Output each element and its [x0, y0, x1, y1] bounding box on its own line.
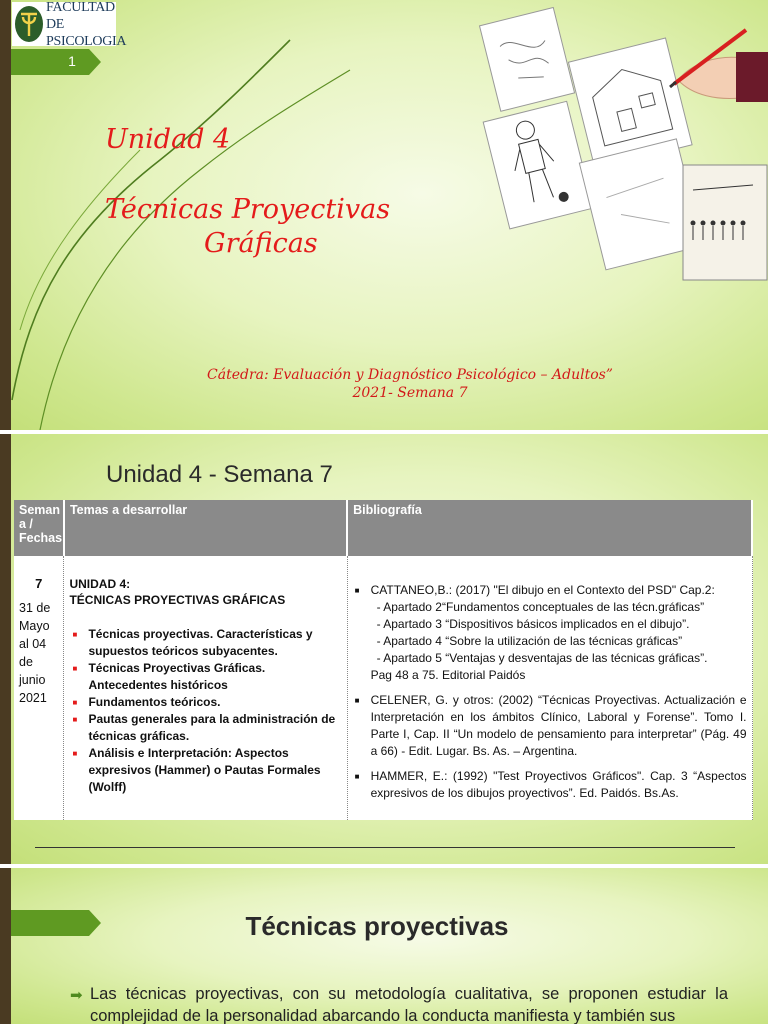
course-info	[150, 366, 670, 402]
page-number: 1	[68, 53, 76, 69]
topic-item: ■ Fundamentos teóricos.	[69, 694, 341, 711]
schedule-table	[14, 500, 753, 820]
faculty-name-line1: FACULTAD DE	[46, 0, 115, 32]
faculty-seal-icon	[14, 5, 44, 43]
topic-item: ■ Técnicas Proyectivas Gráficas. Antecedentes históricos	[69, 660, 341, 694]
slide-projective-techniques	[0, 868, 768, 1024]
unit-heading-line1: UNIDAD 4:	[69, 577, 131, 591]
topics-cell	[64, 556, 347, 820]
intro-paragraph	[70, 983, 728, 1024]
slide-heading: Técnicas proyectivas	[245, 911, 509, 941]
bibliography-subitem: Pag 48 a 75. Editorial Paidós	[370, 668, 526, 682]
bibliography-list	[353, 582, 747, 802]
faculty-name-line2: PSICOLOGIA	[46, 33, 127, 49]
slide-title	[0, 0, 768, 430]
bibliography-subitem: - Apartado 2“Fundamentos conceptuales de las técn.gráficas”	[376, 600, 705, 614]
week-cell	[14, 556, 64, 820]
course-year-week: 2021- Semana 7	[352, 385, 468, 401]
topic-item: ■ Análisis e Interpretación: Aspectos expresivos (Hammer) o Pautas Formales (Wolff)	[69, 745, 341, 796]
unit-heading	[69, 576, 341, 608]
bibliography-subitem: - Apartado 4 “Sobre la utilización de las técnicas gráficas”	[376, 634, 683, 648]
slide-heading: Unidad 4 - Semana 7	[106, 461, 333, 488]
intro-paragraph-text: Las técnicas proyectivas, con su metodología cualitativa, se proponen estudiar la complejidad de la personalidad abarcando la conducta manifiesta y también sus	[90, 985, 728, 1024]
topic-title-line1: Técnicas Proyectivas	[105, 194, 391, 225]
faculty-logo	[12, 0, 127, 49]
header-bibliography: Bibliografía	[347, 500, 752, 556]
slide-left-bar	[0, 868, 11, 1024]
topics-list	[69, 626, 341, 796]
course-name: Cátedra: Evaluación y Diagnóstico Psicológico – Adultos”	[207, 367, 613, 383]
page-number-tab	[11, 49, 101, 75]
bibliography-item	[353, 582, 747, 684]
slide-left-bar	[0, 434, 11, 864]
table-bottom-rule	[35, 847, 735, 848]
topic-item: ■ Técnicas proyectivas. Características y supuestos teóricos subyacentes.	[69, 626, 341, 660]
faculty-name	[46, 0, 126, 50]
bibliography-subitem: - Apartado 5 “Ventajas y desventajas de las técnicas gráficas”.	[376, 651, 708, 665]
topic-title-line2: Gráficas	[204, 228, 318, 259]
bibliography-cattaneo: CATTANEO,B.: (2017) "El dibujo en el Contexto del PSD" Cap.2:	[370, 583, 715, 597]
bibliography-cell	[347, 556, 752, 820]
week-dates: 31 de Mayo al 04 de junio 2021	[19, 601, 51, 705]
slide-schedule	[0, 434, 768, 864]
topic-item: ■ Pautas generales para la administración de técnicas gráficas.	[69, 711, 341, 745]
header-topics: Temas a desarrollar	[64, 500, 347, 556]
bibliography-item: ■ HAMMER, E.: (1992) "Test Proyectivos Gráficos". Cap. 3 “Aspectos expresivos de los dibujos proyectivos”. Ed. Paidós. Bs.As.	[353, 768, 747, 802]
bibliography-subitem: - Apartado 3 “Dispositivos básicos implicados en el dibujo”.	[376, 617, 690, 631]
table-row	[14, 556, 752, 820]
bibliography-item: ■ CELENER, G. y otros: (2002) “Técnicas Proyectivas. Actualización e Interpretación en los ámbitos Clínico, Laboral y Forense”. Tomo I. Parte I, Cap. II “Un modelo de pensamiento para interpretar” (Pág. 49 a 66) - Edit. Lugar. Bs. As. – Argentina.	[353, 692, 747, 760]
table-header-row	[14, 500, 752, 556]
week-number: 7	[35, 576, 43, 591]
unit-title: Unidad 4	[105, 124, 231, 155]
header-week-dates: Seman a / Fechas	[14, 500, 64, 556]
arrow-bullet-icon: ➡	[70, 987, 83, 1004]
unit-heading-line2: TÉCNICAS PROYECTIVAS GRÁFICAS	[69, 593, 286, 607]
projective-drawings-image	[478, 0, 768, 300]
